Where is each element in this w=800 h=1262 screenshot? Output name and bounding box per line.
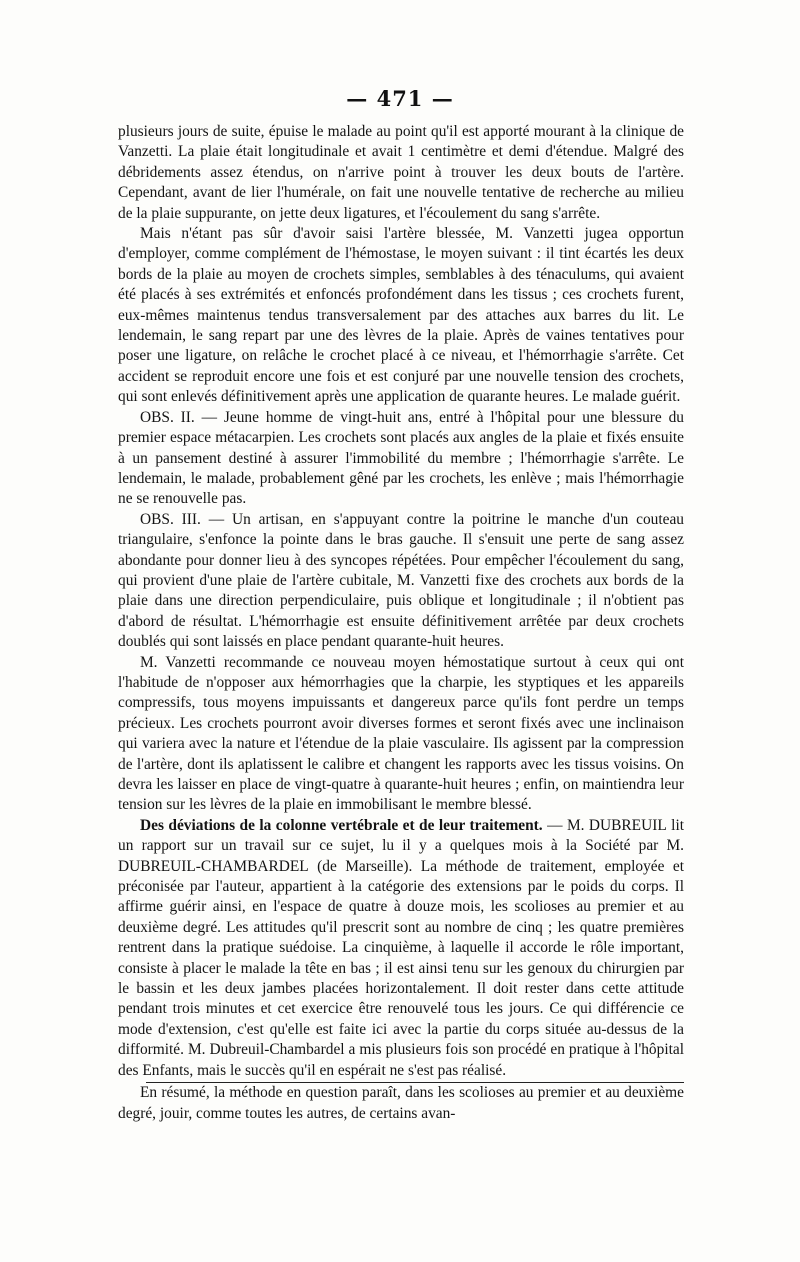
section-heading: Des déviations de la colonne vertébrale et de leur traitement. [140,816,543,834]
paragraph-recommendation: M. Vanzetti recommande ce nouveau moyen hémostatique surtout à ceux qui ont l'habitude de n'opposer aux hémorrhagies que la charpie, les styptiques et les appareils compressifs, tous moyens impuissants et dangereux parce qu'ils font perdre un temps précieux. Les crochets pourront avoir diverses formes et seront fixés avec une inclinaison qui variera avec la nature et l'étendue de la plaie vasculaire. Ils agissent par la compression de l'artère, dont ils aplatissent le calibre et changent les rapports avec les tissus voisins. On devra les laisser en place de vingt-quatre à quarante-huit heures ; enfin, on maintiendra leur tension sur les lèvres de la plaie en immobilisant le membre blessé. [118,653,684,814]
paragraph-2: Mais n'étant pas sûr d'avoir saisi l'artère blessée, M. Vanzetti jugea opportun d'employer, comme complément de l'hémostase, le moyen suivant : il tint écartés les deux bords de la plaie au moyen de crochets simples, semblables à des ténaculums, qui avaient été placés à ses extrémités et enfoncés profondément dans les tissus ; ces crochets furent, eux-mêmes maintenus tendus transversalement par des attaches aux barres du lit. Le lendemain, le sang repart par une des lèvres de la plaie. Après de vaines tentatives pour poser une ligature, on relâche le crochet placé à ce niveau, et l'hémorrhagie s'arrête. Cet accident se reproduit encore une fois et est conjuré par une nouvelle tension des crochets, qui sont enlevés définitivement après une application de quarante heures. Le malade guérit. [118,225,684,406]
page-body [118,122,684,1124]
observation-2: OBS. II. — Jeune homme de vingt-huit ans, entré à l'hôpital pour une blessure du premier espace métacarpien. Les crochets sont placés aux angles de la plaie et fixés ensuite à un pansement destiné à assurer l'immobilité du membre ; l'hémorrhagie s'arrête. Le lendemain, le malade, probablement gêné par les crochets, les enlève ; mais l'hémorrhagie ne se renouvelle pas. [118,408,684,508]
observation-3: OBS. III. — Un artisan, en s'appuyant contre la poitrine le manche d'un couteau triangulaire, s'enfonce la pointe dans le bras gauche. Il s'ensuit une perte de sang assez abondante pour donner lieu à des syncopes répétées. Pour empêcher l'écoulement du sang, qui provient d'une plaie de l'artère cubitale, M. Vanzetti fixe des crochets aux bords de la plaie dans une direction perpendiculaire, puis oblique et longitudinale ; il n'obtient pas d'abord de résultat. L'hémorrhagie est ensuite définitivement arrêtée par deux crochets doublés qui sont laissés en place pendant quarante-huit heures. [118,510,684,651]
page-number-header: — 471 — [346,86,454,111]
paragraph-1: plusieurs jours de suite, épuise le malade au point qu'il est apporté mourant à la clinique de Vanzetti. La plaie était longitudinale et avait 1 centimètre et demi d'étendue. Malgré des débridements assez étendus, on n'arrive point à trouver les deux bouts de l'artère. Cependant, avant de lier l'humérale, on fait une nouvelle tentative de recherche au milieu de la plaie suppurante, on jette deux ligatures, et l'écoulement du sang s'arrête. [118,123,684,222]
section-body-text: (de Marseille). La méthode de traitement, employée et préconisée par l'auteur, appartient à la catégorie des extensions par le poids du corps. Il affirme guérir ainsi, en l'espace de quatre à douze mois, les scolioses au premier et au deuxième degré. Les attitudes qu'il prescrit sont au nombre de cinq ; les quatre premières rentrent dans la pratique suédoise. La cinquième, à laquelle il accorde le rôle important, consiste à placer le malade la tête en bas ; il est ainsi tenu sur les genoux du chirurgien par le bassin et les deux jambes placées horizontalement. Il doit rester dans cette attitude pendant trois minutes et cet exercice être renouvelé tous les jours. Ce qui différencie ce mode d'extension, c'est qu'elle est faite ici avec la partie du corps située au-dessus de la difformité. M. Dubreuil-Chambardel a mis plusieurs fois son procédé en pratique à l'hôpital des Enfants, mais le succès qu'il en espérait ne s'est pas réalisé. [118,857,684,1079]
closing-paragraph: En résumé, la méthode en question paraît, dans les scolioses au premier et au deuxième degré, jouir, comme toutes les autres, de certains avan- [118,1084,684,1122]
section-author-2: DUBREUIL-CHAMBARDEL [118,857,309,875]
section-paragraph: Des déviations de la colonne vertébrale et de leur traitement. — M. DUBREUIL lit un rapport sur un travail sur ce sujet, lu il y a quelques mois à la Société par M. DUBREUIL-CHAMBARDEL (de Marseille). La méthode de traitement, employée et préconisée par l'auteur, appartient à la catégorie des extensions par le poids du corps. Il affirme guérir ainsi, en l'espace de quatre à douze mois, les scolioses au premier et au deuxième degré. Les attitudes qu'il prescrit sont au nombre de cinq ; les quatre premières rentrent dans la pratique suédoise. La cinquième, à laquelle il accorde le rôle important, consiste à placer le malade la tête en bas ; il est ainsi tenu sur les genoux du chirurgien par le bassin et les deux jambes placées horizontalement. Il doit rester dans cette attitude pendant trois minutes et cet exercice être renouvelé tous les jours. Ce qui différencie ce mode d'extension, c'est qu'elle est faite ici avec la partie du corps située au-dessus de la difformité. M. Dubreuil-Chambardel a mis plusieurs fois son procédé en pratique à l'hôpital des Enfants, mais le succès qu'il en espérait ne s'est pas réalisé. [118,816,685,1079]
section-author: M. DUBREUIL [566,816,667,834]
section-intro-text: lit un rapport sur un travail sur ce sujet, lu il y a quelques mois à la Société par M. [118,816,685,855]
